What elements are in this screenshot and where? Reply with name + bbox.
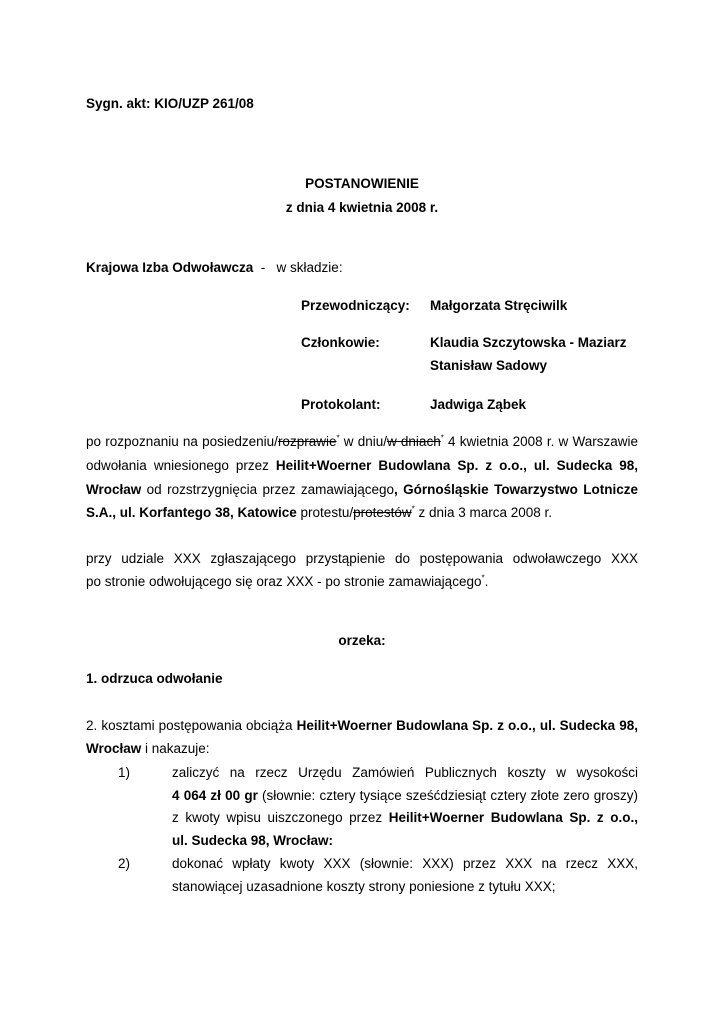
- clerk-name: Jadwiga Ząbek: [430, 397, 527, 412]
- para1-line2: odwołania wniesionego przez Heilit+Woerner Budowlana Sp. z o.o., ul. Sudecka 98,: [86, 458, 638, 473]
- clerk-label: Protokolant:: [301, 397, 381, 412]
- document-title: POSTANOWIENIE: [305, 176, 419, 191]
- item-2-line1: dokonać wpłaty kwoty XXX (słownie: XXX) przez XXX na rzecz XXX,: [172, 856, 638, 871]
- members-label: Członkowie:: [301, 335, 380, 350]
- member-1: Klaudia Szczytowska - Maziarz: [430, 335, 627, 350]
- para1-line3: Wrocław od rozstrzygnięcia przez zamawiającego, Górnośląskie Towarzystwo Lotnicze: [86, 482, 638, 497]
- composition-line: [86, 260, 343, 275]
- member-2: Stanisław Sadowy: [430, 358, 548, 373]
- ruling-heading: orzeka:: [338, 633, 386, 648]
- para2-line2: po stronie odwołującego się oraz XXX - po stronie zamawiającego*.: [86, 573, 489, 589]
- item-1-line1: zaliczyć na rzecz Urzędu Zamówień Publicznych koszty w wysokości: [172, 765, 638, 780]
- document-date: z dnia 4 kwietnia 2008 r.: [285, 200, 439, 215]
- item-1-line3: z kwoty wpisu uiszczonego przez Heilit+Woerner Budowlana Sp. z o.o.,: [172, 810, 639, 825]
- ruling-point-2-line2: Wrocław i nakazuje:: [86, 741, 210, 756]
- ruling-point-2-line1: 2. kosztami postępowania obciąża Heilit+Woerner Budowlana Sp. z o.o., ul. Sudecka 98,: [86, 718, 639, 733]
- ruling-point-1: 1. odrzuca odwołanie: [86, 671, 223, 686]
- para2-line1: przy udziale XXX zgłaszającego przystąpienie do postępowania odwoławczego XXX: [86, 551, 638, 566]
- item-2-number: 2): [118, 856, 131, 871]
- item-2-line2: stanowiącej uzasadnione koszty strony poniesione z tytułu XXX;: [172, 879, 556, 894]
- chamber-name: Krajowa Izba Odwoławcza: [86, 260, 254, 275]
- separator: -: [253, 260, 277, 275]
- composition-suffix: w składzie:: [276, 260, 343, 275]
- para1-line4: S.A., ul. Korfantego 38, Katowice protestu/protestów* z dnia 3 marca 2008 r.: [86, 504, 553, 520]
- case-signature: Sygn. akt: KIO/UZP 261/08: [86, 96, 254, 111]
- item-1-line2: 4 064 zł 00 gr (słownie: cztery tysiące sześćdziesiąt cztery złote zero groszy): [172, 788, 638, 803]
- chair-label: Przewodniczący:: [301, 298, 410, 313]
- para1-line1: po rozpoznaniu na posiedzeniu/rozprawie* w dniu/w dniach* 4 kwietnia 2008 r. w Warszawie: [86, 433, 638, 449]
- item-1-number: 1): [118, 765, 131, 780]
- item-1-line4: ul. Sudecka 98, Wrocław:: [172, 833, 334, 848]
- chair-name: Małgorzata Stręciwilk: [430, 298, 568, 313]
